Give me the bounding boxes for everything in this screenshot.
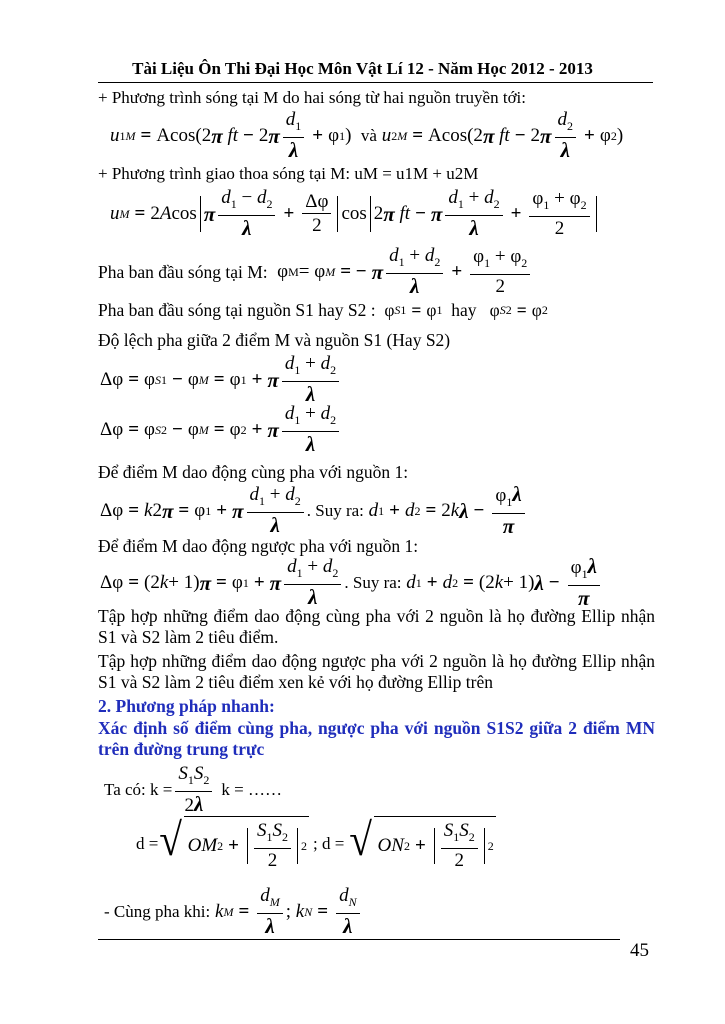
text-line: Độ lệch pha giữa 2 điểm M và nguồn S1 (Hay S2) bbox=[98, 330, 451, 350]
equation-um: u M = 2 A cos π $\frac{d_1 - d_2}{\lambda}$ + $\frac{\Delta\varphi}{2}$ cos 2 π ft − π $\frac{d_1 + d_2}{\lambda}$ + $\frac{\varphi_1 + \varphi_2}{2}$ bbox=[110, 188, 600, 241]
text-label: k = …… bbox=[221, 780, 282, 800]
equation-in-phase-k: - Cùng pha khi: k M = $\frac{d_M}{\lambda}$ ; k N = $\frac{d_N}{\lambda}$ bbox=[104, 886, 363, 939]
text-line: + Phương trình sóng tại M do hai sóng từ hai nguồn truyền tới: bbox=[98, 88, 527, 107]
text-line: + Phương trình giao thoa sóng tại M: uM = u1M + u2M bbox=[98, 164, 479, 183]
section-subheading: Xác định số điểm cùng pha, ngược pha với nguồn S1S2 giữa 2 điểm MN trên đường trung trực bbox=[98, 718, 655, 759]
text-label: ; d = bbox=[312, 833, 345, 853]
suy-ra-text: . Suy ra: bbox=[306, 501, 364, 521]
suy-ra-text: . Suy ra: bbox=[344, 573, 402, 593]
header-rule bbox=[98, 82, 653, 83]
page-header: Tài Liệu Ôn Thi Đại Học Môn Vật Lí 12 - Năm Học 2012 - 2013 bbox=[132, 59, 593, 78]
hay-text: hay bbox=[451, 300, 477, 320]
text-label: Pha ban đầu sóng tại M: bbox=[98, 261, 268, 282]
text-line: Để điểm M dao động ngược pha với nguồn 1: bbox=[98, 536, 419, 556]
equation-delta-phi-s1: Δφ = φ S1 − φ M = φ 1 + π $\frac{d_1 + d_2}{\lambda}$ bbox=[100, 354, 342, 407]
paragraph-in-phase: Tập hợp những điểm dao động cùng pha với 2 nguồn là họ đường Ellip nhận S1 và S2 làm 2 tiêu điểm. bbox=[98, 606, 655, 647]
equation-delta-phi-s2: Δφ = φ S2 − φ M = φ 2 + π $\frac{d_1 + d_2}{\lambda}$ bbox=[100, 404, 342, 457]
paragraph-anti-phase: Tập hợp những điểm dao động ngược pha với 2 nguồn là họ đường Ellip nhận S1 và S2 làm 2 tiêu điểm xen kẻ với họ đường Ellip trên bbox=[98, 651, 655, 692]
section-heading: 2. Phương pháp nhanh: bbox=[98, 696, 275, 716]
equation-k: Ta có: k = $\frac{S_1S_2}{2\lambda}$ k = …… bbox=[104, 763, 282, 816]
equation-in-phase: Δφ = k 2 π = φ 1 + π $\frac{d_1 + d_2}{\lambda}$ . Suy ra: d 1 + d 2 = 2 k λ − $\frac{\varphi_1\lambda}{\pi}$ bbox=[100, 484, 528, 539]
text-label: - Cùng pha khi: bbox=[104, 902, 211, 922]
footer-rule bbox=[98, 939, 620, 940]
va-text: và bbox=[360, 126, 377, 146]
equation-distance: d = √ OM 2 + $\frac{S_1S_2}{2}$ 2 ; d = √ ON 2 + $\frac{S_1S_2}{2}$ 2 bbox=[136, 814, 494, 871]
text-line: Để điểm M dao động cùng pha với nguồn 1: bbox=[98, 462, 409, 482]
text-label: Ta có: k = bbox=[104, 780, 173, 800]
page-number: 45 bbox=[630, 940, 649, 961]
phase-at-m: Pha ban đầu sóng tại M: φ M = φ M = − π $\frac{d_1 + d_2}{\lambda}$ + $\frac{\varphi_1 + \varphi_2}{2}$ bbox=[98, 246, 533, 299]
equation-u1m-u2m: u 1M = Acos(2 π ft − 2 π $\frac{d_1}{\lambda}$ + φ 1 ) và u 2M = Acos(2 π ft − 2 π $\frac{d_2}{\lambda}$ + φ 2 ) bbox=[110, 109, 624, 162]
text-label: d = bbox=[136, 833, 159, 853]
phase-at-source: Pha ban đầu sóng tại nguồn S1 hay S2 : φ S1 = φ 1 hay φ S2 = φ 2 bbox=[98, 300, 548, 320]
equation-anti-phase: Δφ = (2 k + 1) π = φ 1 + π $\frac{d_1 + d_2}{\lambda}$ . Suy ra: d 1 + d 2 = (2 k + 1) λ − $\frac{\varphi_1\lambda}{\pi}$ bbox=[100, 556, 603, 611]
text-label: Pha ban đầu sóng tại nguồn S1 hay S2 : bbox=[98, 300, 376, 320]
